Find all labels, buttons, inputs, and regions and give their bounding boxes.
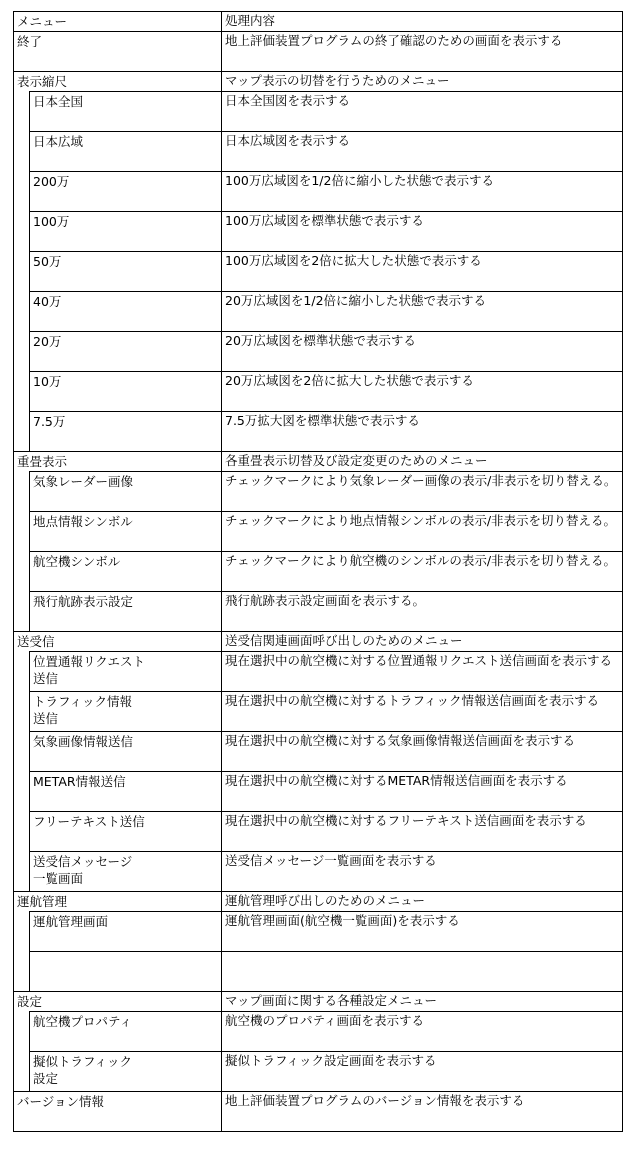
indent-cell [13,251,29,291]
description-cell: マップ表示の切替を行うためのメニュー [221,71,623,91]
menu-name-cell: 擬似トラフィック 設定 [29,1051,221,1091]
description-cell: 100万広域図を2倍に拡大した状態で表示する [221,251,623,291]
description-cell: 各重畳表示切替及び設定変更のためのメニュー [221,451,623,471]
indent-cell [13,471,29,511]
menu-name-cell: 送受信 [13,631,221,651]
table-row [13,811,623,851]
indent-cell [13,511,29,551]
menu-name-cell: 気象レーダー画像 [29,471,221,511]
description-cell: 送受信メッセージ一覧画面を表示する [221,851,623,891]
description-cell: 7.5万拡大図を標準状態で表示する [221,411,623,451]
description-cell: 20万広域図を2倍に拡大した状態で表示する [221,371,623,411]
table-row [13,891,623,911]
indent-cell [13,911,29,951]
indent-cell [13,591,29,631]
table-row [13,631,623,651]
description-cell: 日本全国図を表示する [221,91,623,131]
table-row [13,291,623,331]
description-cell: 現在選択中の航空機に対する気象画像情報送信画面を表示する [221,731,623,771]
indent-cell [13,411,29,451]
table-row [13,991,623,1011]
description-cell: マップ画面に関する各種設定メニュー [221,991,623,1011]
table-bottom-border [13,1131,623,1132]
description-cell: 運航管理画面(航空機一覧画面)を表示する [221,911,623,951]
description-cell: 地上評価装置プログラムの終了確認のための画面を表示する [221,31,623,71]
table-row [13,131,623,171]
menu-name-cell: 100万 [29,211,221,251]
indent-cell [13,951,29,991]
table-row [13,651,623,691]
menu-name-cell: 設定 [13,991,221,1011]
table-row [13,911,623,951]
header-content: 処理内容 [221,11,623,31]
table-row [13,331,623,371]
description-cell: チェックマークにより地点情報シンボルの表示/非表示を切り替える。 [221,511,623,551]
indent-cell [13,291,29,331]
table-row [13,551,623,591]
menu-name-cell: METAR情報送信 [29,771,221,811]
menu-name-cell: 終了 [13,31,221,71]
menu-name-cell: 日本広域 [29,131,221,171]
menu-name-cell: 飛行航跡表示設定 [29,591,221,631]
table-row [13,91,623,131]
table-row [13,71,623,91]
indent-cell [13,1051,29,1091]
menu-name-cell: 40万 [29,291,221,331]
description-cell: 20万広域図を標準状態で表示する [221,331,623,371]
description-cell: チェックマークにより気象レーダー画像の表示/非表示を切り替える。 [221,471,623,511]
table-row [13,1091,623,1131]
description-cell [221,951,623,991]
table-row [13,411,623,451]
indent-cell [13,371,29,411]
description-cell: 航空機のプロパティ画面を表示する [221,1011,623,1051]
indent-cell [13,91,29,131]
indent-cell [13,131,29,171]
menu-name-cell: 地点情報シンボル [29,511,221,551]
menu-name-cell: フリーテキスト送信 [29,811,221,851]
description-cell: 日本広域図を表示する [221,131,623,171]
description-cell: チェックマークにより航空機のシンボルの表示/非表示を切り替える。 [221,551,623,591]
indent-cell [13,171,29,211]
menu-name-cell: 日本全国 [29,91,221,131]
menu-name-cell [29,951,221,991]
description-cell: 飛行航跡表示設定画面を表示する。 [221,591,623,631]
menu-name-cell: バージョン情報 [13,1091,221,1131]
indent-cell [13,811,29,851]
menu-name-cell: 10万 [29,371,221,411]
header-menu: メニュー [13,11,221,31]
table-row [13,771,623,811]
menu-name-cell: 航空機シンボル [29,551,221,591]
table-row [13,31,623,71]
indent-cell [13,851,29,891]
table-row [13,511,623,551]
indent-cell [13,1011,29,1051]
description-cell: 擬似トラフィック設定画面を表示する [221,1051,623,1091]
indent-cell [13,551,29,591]
table-row [13,731,623,771]
table-row [13,951,623,991]
description-cell: 現在選択中の航空機に対するフリーテキスト送信画面を表示する [221,811,623,851]
table-row [13,591,623,631]
indent-cell [13,691,29,731]
table-row [13,371,623,411]
menu-name-cell: 50万 [29,251,221,291]
description-cell: 運航管理呼び出しのためのメニュー [221,891,623,911]
description-cell: 現在選択中の航空機に対するMETAR情報送信画面を表示する [221,771,623,811]
indent-cell [13,211,29,251]
description-cell: 地上評価装置プログラムのバージョン情報を表示する [221,1091,623,1131]
table-header-row [13,11,623,31]
menu-name-cell: トラフィック情報 送信 [29,691,221,731]
menu-name-cell: 航空機プロパティ [29,1011,221,1051]
description-cell: 100万広域図を1/2倍に縮小した状態で表示する [221,171,623,211]
menu-name-cell: 運航管理画面 [29,911,221,951]
table-row [13,211,623,251]
description-cell: 現在選択中の航空機に対する位置通報リクエスト送信画面を表示する [221,651,623,691]
description-cell: 送受信関連画面呼び出しのためのメニュー [221,631,623,651]
indent-cell [13,331,29,371]
indent-cell [13,651,29,691]
table-row [13,171,623,211]
table-row [13,691,623,731]
table-row [13,851,623,891]
table-row [13,1051,623,1091]
menu-name-cell: 200万 [29,171,221,211]
menu-name-cell: 7.5万 [29,411,221,451]
indent-cell [13,731,29,771]
menu-name-cell: 重畳表示 [13,451,221,471]
menu-name-cell: 表示縮尺 [13,71,221,91]
menu-name-cell: 送受信メッセージ 一覧画面 [29,851,221,891]
table-row [13,471,623,511]
table-row [13,251,623,291]
description-cell: 20万広域図を1/2倍に縮小した状態で表示する [221,291,623,331]
menu-name-cell: 運航管理 [13,891,221,911]
menu-name-cell: 気象画像情報送信 [29,731,221,771]
description-cell: 現在選択中の航空機に対するトラフィック情報送信画面を表示する [221,691,623,731]
indent-cell [13,771,29,811]
table-row [13,451,623,471]
table-row [13,1011,623,1051]
menu-name-cell: 位置通報リクエスト 送信 [29,651,221,691]
description-cell: 100万広域図を標準状態で表示する [221,211,623,251]
menu-name-cell: 20万 [29,331,221,371]
